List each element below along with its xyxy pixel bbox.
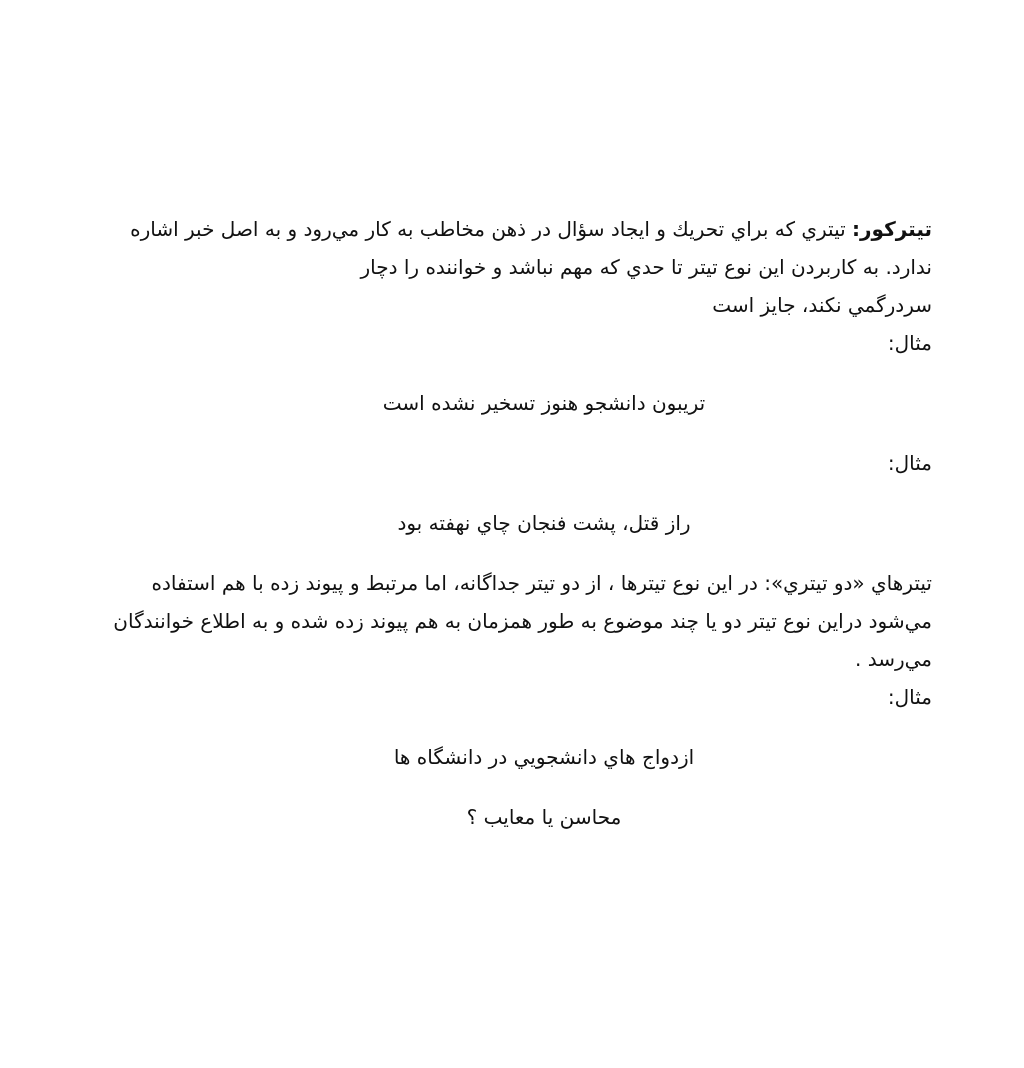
term-titrkor: تیترکور: [852,217,932,241]
paragraph-titrkor-line3: سردرگمي نكند، جايز است [712,293,932,317]
example-label-2: مثال: [887,451,932,475]
example-label-1: مثال: [887,331,932,355]
definition-titrkor: تیتري كه براي تحريك و ايجاد سؤال در ذهن مخاطب به كار مي‌رود و به اصل خبر اشاره ندارد. به كاربردن اين نوع تيتر تا حدي كه مهم نباشد و خواننده را دچار [130,217,932,279]
example-headline-3-line-2: محاسن يا معايب ؟ [466,805,622,829]
example-headline-1: تريبون دانشجو هنوز تسخير نشده است [382,391,706,415]
paragraph-double-title: تيترهاي «دو تيتري»: در اين نوع تيترها ، از دو تيتر جداگانه، اما مرتبط و پيوند زده با هم استفاده مي‌شود دراين نوع تيتر دو يا چند موضوع به طور همزمان به هم پيوند زده شده و به اطلاع خوانندگان مي‌رسد . [113,571,932,671]
example-headline-3 [96,738,932,836]
example-headline-3-line-1: ازدواج هاي دانشجويي در دانشگاه ها [393,745,695,769]
example-headline-2: راز قتل، پشت فنجان چاي نهفته بود [397,511,691,535]
document-body [96,210,932,858]
example-label-3: مثال: [887,685,932,709]
paragraph-titrkor [96,210,932,286]
